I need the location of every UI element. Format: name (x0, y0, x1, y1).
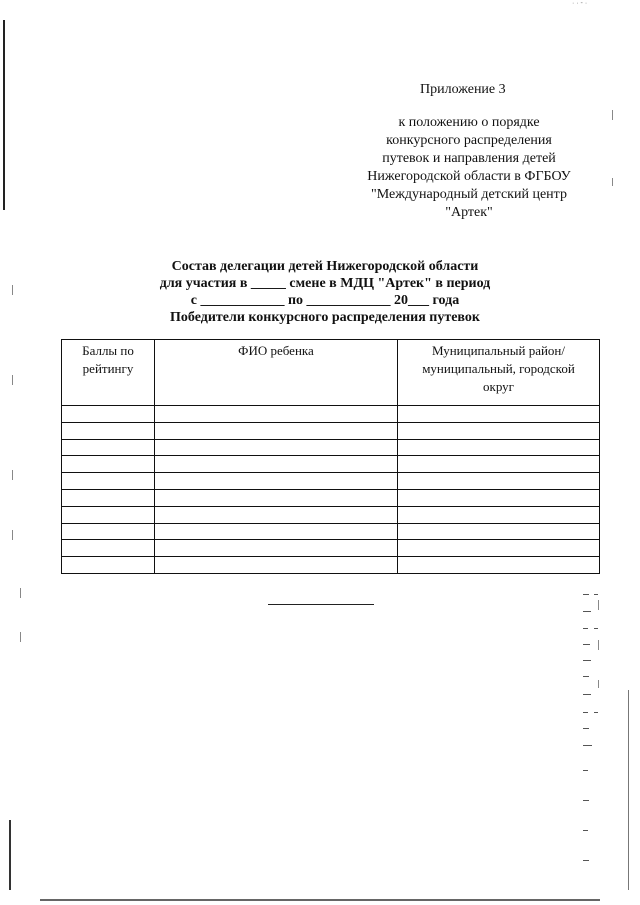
rating-cell[interactable] (62, 456, 155, 473)
name-cell[interactable] (155, 523, 398, 540)
table-row (62, 506, 600, 523)
table-row (62, 422, 600, 439)
scan-edge-line (3, 20, 5, 210)
header-child-name: ФИО ребенка (155, 340, 398, 406)
title-line: Состав делегации детей Нижегородской области (171, 259, 479, 274)
municipality-cell[interactable] (398, 439, 600, 456)
regulation-line: Нижегородской области в ФГБОУ (367, 169, 571, 184)
municipality-cell[interactable] (398, 473, 600, 490)
document-title (110, 258, 540, 326)
scan-edge-line (9, 820, 11, 890)
regulation-reference (358, 114, 580, 222)
rating-cell[interactable] (62, 506, 155, 523)
table-row (62, 439, 600, 456)
title-line: с ____________ по ____________ 20___ года (190, 293, 460, 308)
table-row (62, 473, 600, 490)
table-row (62, 489, 600, 506)
municipality-cell[interactable] (398, 540, 600, 557)
rating-cell[interactable] (62, 540, 155, 557)
municipality-cell[interactable] (398, 456, 600, 473)
rating-cell[interactable] (62, 422, 155, 439)
signature-line (268, 604, 374, 605)
rating-cell[interactable] (62, 557, 155, 574)
title-line: для участия в _____ смене в МДЦ "Артек" в период (159, 276, 491, 291)
rating-cell[interactable] (62, 523, 155, 540)
name-cell[interactable] (155, 456, 398, 473)
header-municipality: Муниципальный район/муниципальный, городской округ (398, 340, 600, 406)
regulation-line: "Артек" (445, 205, 493, 220)
regulation-line: к положению о порядке (398, 115, 540, 130)
rating-cell[interactable] (62, 473, 155, 490)
municipality-cell[interactable] (398, 523, 600, 540)
municipality-cell[interactable] (398, 506, 600, 523)
table-row (62, 523, 600, 540)
scan-edge-line (40, 899, 600, 901)
name-cell[interactable] (155, 422, 398, 439)
table-row (62, 557, 600, 574)
regulation-line: конкурсного распределения (386, 133, 552, 148)
table-header-row (62, 340, 600, 406)
rating-cell[interactable] (62, 439, 155, 456)
municipality-cell[interactable] (398, 557, 600, 574)
regulation-line: путевок и направления детей (382, 151, 556, 166)
municipality-cell[interactable] (398, 489, 600, 506)
table-row (62, 540, 600, 557)
name-cell[interactable] (155, 506, 398, 523)
name-cell[interactable] (155, 439, 398, 456)
municipality-cell[interactable] (398, 422, 600, 439)
scan-corner-mark: · · - · (572, 0, 588, 7)
regulation-line: "Международный детский центр (371, 187, 567, 202)
name-cell[interactable] (155, 557, 398, 574)
title-line: Победители конкурсного распределения путевок (170, 310, 480, 325)
name-cell[interactable] (155, 540, 398, 557)
municipality-cell[interactable] (398, 406, 600, 423)
delegation-table (61, 339, 600, 574)
name-cell[interactable] (155, 406, 398, 423)
name-cell[interactable] (155, 473, 398, 490)
table-row (62, 456, 600, 473)
header-rating-score: Баллы по рейтингу (62, 340, 155, 406)
table-row (62, 406, 600, 423)
name-cell[interactable] (155, 489, 398, 506)
rating-cell[interactable] (62, 489, 155, 506)
rating-cell[interactable] (62, 406, 155, 423)
appendix-label: Приложение 3 (420, 82, 506, 97)
scan-edge-line (628, 690, 629, 890)
